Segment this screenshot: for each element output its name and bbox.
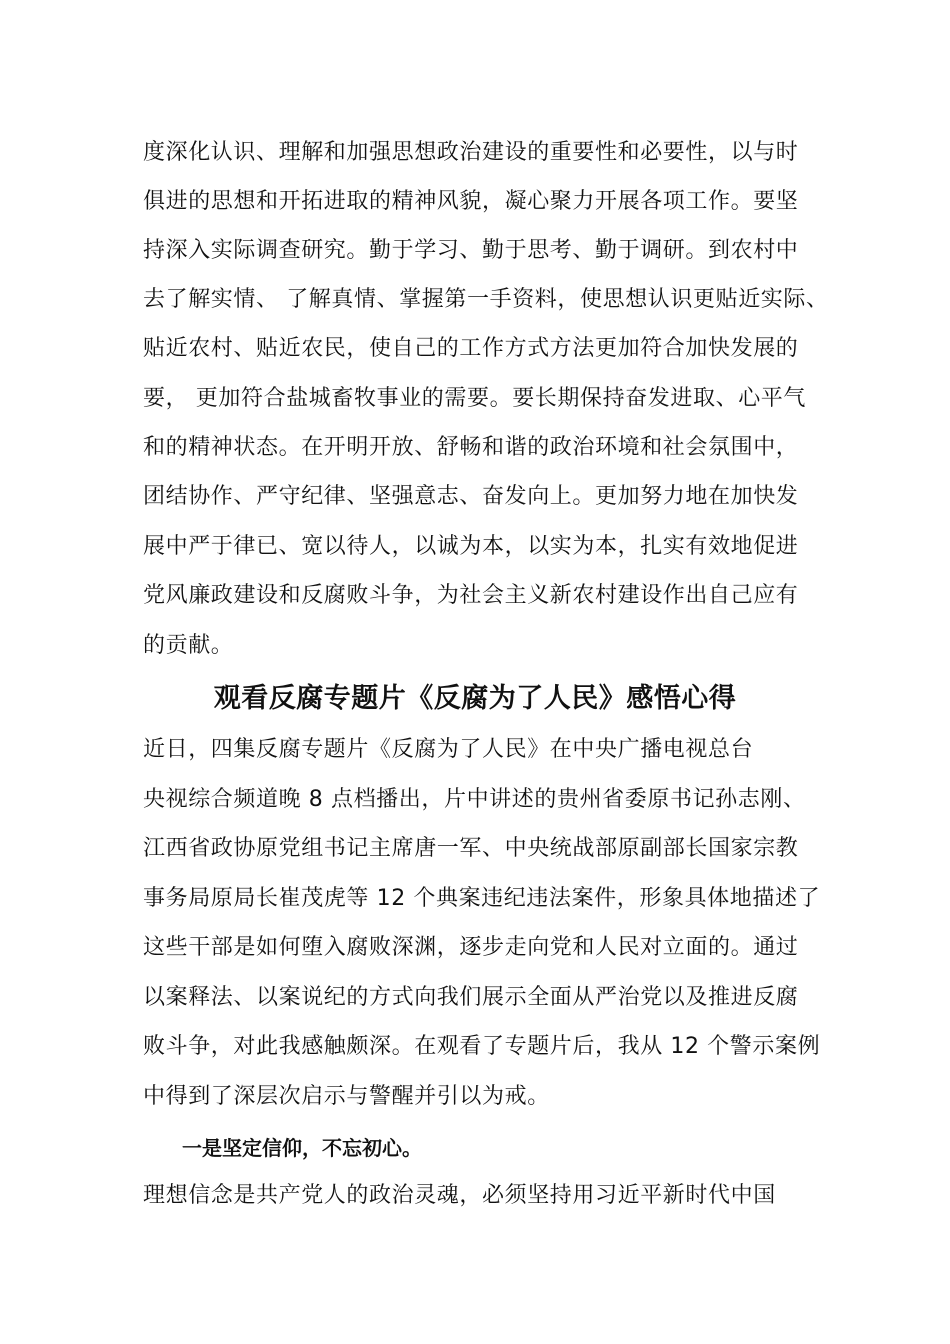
paragraph-line: 败斗争，对此我感触颇深。在观看了专题片后，我从 12 个警示案例 [143,1034,821,1059]
paragraph-line: 中得到了深层次启示与警醒并引以为戒。 [143,1084,550,1109]
paragraph-line: 持深入实际调查研究。勤于学习、勤于思考、勤于调研。到农村中 [143,238,799,263]
paragraph-line: 展中严于律已、宽以待人，以诚为本，以实为本，扎实有效地促进 [143,534,799,559]
paragraph-line: 度深化认识、理解和加强思想政治建设的重要性和必要性，以与时 [143,140,799,165]
paragraph-line: 要， 更加符合盐城畜牧事业的需要。要长期保持奋发进取、心平气 [143,386,806,411]
paragraph-line: 和的精神状态。在开明开放、舒畅和谐的政治环境和社会氛围中， [143,435,799,460]
paragraph-line: 团结协作、严守纪律、坚强意志、奋发向上。更加努力地在加快发 [143,484,799,509]
section-heading: 一是坚定信仰，不忘初心。 [182,1136,422,1160]
paragraph-line: 这些干部是如何堕入腐败深渊，逐步走向党和人民对立面的。通过 [143,935,799,960]
paragraph-line: 江西省政协原党组书记主席唐一军、中央统战部原副部长国家宗教 [143,836,799,861]
paragraph-line: 以案释法、以案说纪的方式向我们展示全面从严治党以及推进反腐 [143,985,799,1010]
paragraph-line: 央视综合频道晚 8 点档播出，片中讲述的贵州省委原书记孙志刚、 [143,787,806,812]
paragraph-line: 事务局原局长崔茂虎等 12 个典案违纪违法案件，形象具体地描述了 [143,886,821,911]
paragraph-line: 近日，四集反腐专题片《反腐为了人民》在中央广播电视总台 [143,737,754,762]
paragraph-line: 去了解实情、 了解真情、掌握第一手资料，使思想认识更贴近实际、 [143,287,829,312]
paragraph-line: 的贡献。 [143,633,234,658]
paragraph-line: 理想信念是共产党人的政治灵魂，必须坚持用习近平新时代中国 [143,1183,776,1208]
paragraph-line: 俱进的思想和开拓进取的精神风貌，凝心聚力开展各项工作。要坚 [143,189,799,214]
article-title: 观看反腐专题片《反腐为了人民》感悟心得 [213,683,737,714]
paragraph-line: 贴近农村、贴近农民，使自己的工作方式方法更加符合加快发展的 [143,336,799,361]
paragraph-line: 党风廉政建设和反腐败斗争，为社会主义新农村建设作出自己应有 [143,583,799,608]
